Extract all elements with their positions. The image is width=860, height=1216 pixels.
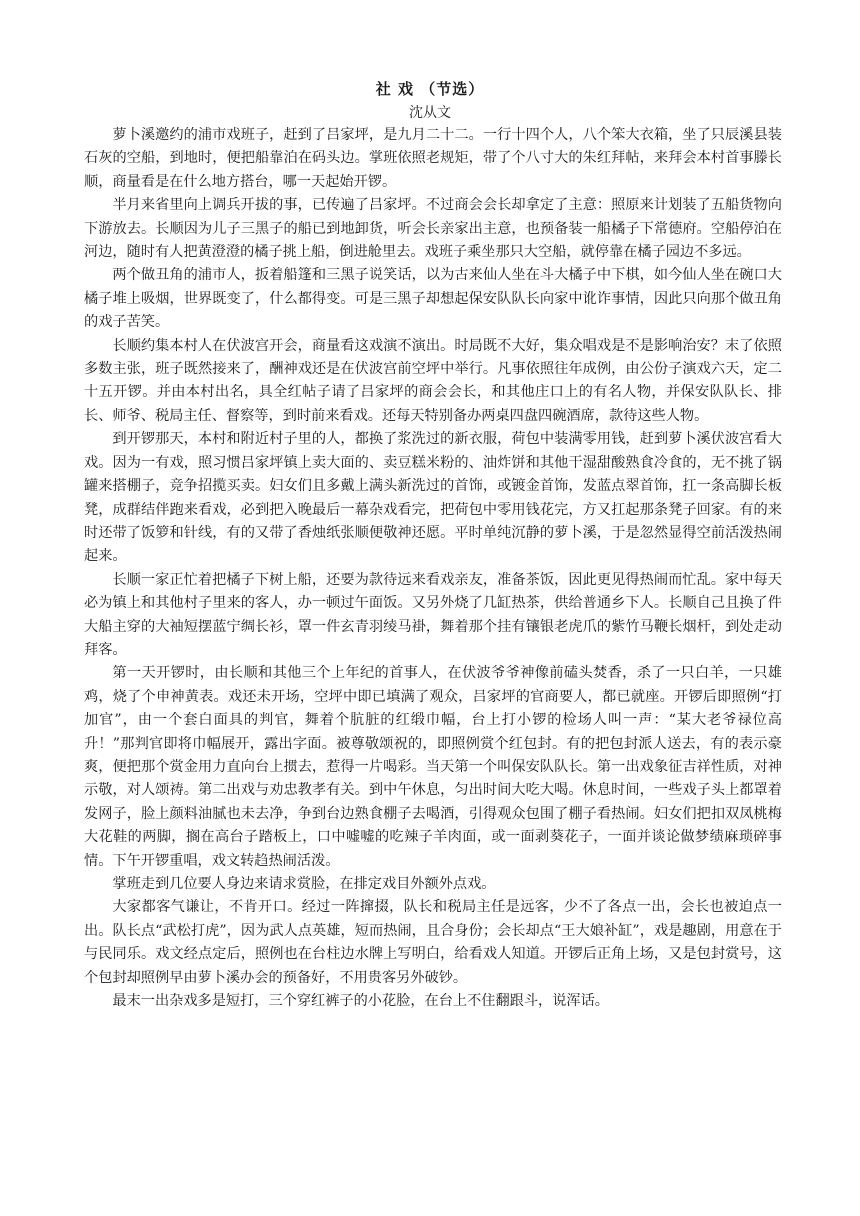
paragraph: 萝卜溪邀约的浦市戏班子，赶到了吕家坪，是九月二十二。一行十四个人，八个笨大衣箱，坐了只辰溪县装石灰的空船，到地时，便把船靠泊在码头边。掌班依照老规矩，带了个八寸大的朱红拜帖，来拜会本村首事滕长顺，商量看是在什么地方搭台，哪一天起始开锣。 <box>84 127 782 190</box>
document-title: 社 戏 （节选） <box>375 80 485 98</box>
paragraph: 掌班走到几位要人身边来请求赏脸，在排定戏目外额外点戏。 <box>112 876 496 892</box>
paragraph: 最末一出杂戏多是短打，三个穿红裤子的小花脸，在台上不住翻跟斗，说浑话。 <box>112 993 609 1010</box>
paragraph: 半月来省里向上调兵开拔的事，已传遍了吕家坪。不过商会会长却拿定了主意：照原来计划装了五船货物向下游放去。长顺因为儿子三黑子的船已到地卸货，听会长亲家出主意，也预备装一船橘子下常德府。空船停泊在河边，随时有人把黄澄澄的橘子挑上船，倒进舱里去。戏班子乘坐那只大空船，就停靠在橘子园边不多远。 <box>84 197 782 261</box>
paragraph: 两个做丑角的浦市人，扳着船篷和三黑子说笑话，以为古来仙人坐在斗大橘子中下棋，如今仙人坐在碗口大橘子堆上吸烟，世界既变了，什么都得变。可是三黑子却想起保安队队长向家中讹诈事情，因此只向那个做丑角的戏子苦笑。 <box>84 267 782 331</box>
paragraph: 大家都客气谦让，不肯开口。经过一阵撺掇，队长和税局主任是远客，少不了各点一出，会长也被迫点一出。队长点“武松打虎”，因为武人点英雄，短而热闹，且合身份；会长却点“王大娘补缸”，戏是趣剧，用意在于与民同乐。戏文经点定后，照例也在台柱边水牌上写明白，给看戏人知道。开锣后正角上场，又是包封赏号，这个包封却照例早由萝卜溪办会的预备好，不用贵客另外破钞。 <box>84 899 782 986</box>
paragraph: 长顺一家正忙着把橘子下树上船，还要为款待远来看戏亲友，准备茶饭，因此更见得热闹而忙乱。家中每天必为镇上和其他村子里来的客人，办一顿过午面饭。又另外烧了几缸热茶，供给普通乡下人。长顺自己且换了件大船主穿的大袖短摆蓝宁绸长衫，罩一件玄青羽绫马褂，舞着那个挂有镶银老虎爪的紫竹马鞭长烟杆，到处走动拜客。 <box>84 571 782 658</box>
paragraph: 长顺约集本村人在伏波宫开会，商量看这戏演不演出。时局既不大好，集众唱戏是不是影响治安？末了依照多数主张，班子既然接来了，酬神戏还是在伏波宫前空坪中举行。凡事依照往年成例，由公份子演戏六天，定二十五开锣。并由本村出名，具全红帖子请了吕家坪的商会会长，和其他庄口上的有名人物，并保安队队长、排长、师爷、税局主任、督察等，到时前来看戏。还每天特别备办两桌四盘四碗酒席，款待这些人物。 <box>84 337 782 424</box>
document-author: 沈从文 <box>409 105 451 121</box>
document-body <box>84 124 782 1013</box>
paragraph: 第一天开锣时，由长顺和其他三个上年纪的首事人，在伏波爷爷神像前磕头焚香，杀了一只白羊，一只雄鸡，烧了个申神黄表。戏还未开场，空坪中即已填满了观众，吕家坪的官商要人，都已就座。开锣后即照例“打加官”，由一个套白面具的判官，舞着个肮脏的红缎巾幅，台上打小锣的检场人叫一声：“某大老爷禄位高升！”那判官即将巾幅展开，露出字面。被尊敬颂祝的，即照例赏个红包封。有的把包封派人送去，有的表示豪爽，便把那个赏金用力直向台上掼去，惹得一片喝彩。当天第一个叫保安队队长。第一出戏象征吉祥性质，对神示敬，对人颂祷。第二出戏与劝忠教孝有关。到中午休息，匀出时间大吃大喝。休息时间，一些戏子头上都罩着发网子，脸上颜料油腻也未去净，争到台边熟食棚子去喝酒，引得观众包围了棚子看热闹。妇女们把扣双凤桃梅大花鞋的两脚，搁在高台子踏板上，口中嘘嘘的吃辣子羊肉面，或一面剥葵花子，一面并谈论做梦绩麻琐碎事情。下午开锣重唱，戏文转趋热闹活泼。 <box>84 665 782 869</box>
paragraph: 到开锣那天，本村和附近村子里的人，都换了浆洗过的新衣服，荷包中装满零用钱，赶到萝卜溪伏波宫看大戏。因为一有戏，照习惯吕家坪镇上卖大面的、卖豆糕米粉的、油炸饼和其他干湿甜酸熟食冷食的，无不挑了锅罐来搭棚子，竞争招揽买卖。妇女们且多戴上满头新洗过的首饰，或镀金首饰，发蓝点翠首饰，扛一条高脚长板凳，成群结伴跑来看戏，必到把入晚最后一幕杂戏看完，把荷包中零用钱花完，方又扛起那条凳子回家。有的来时还带了饭箩和针线，有的又带了香烛纸张顺便敬神还愿。平时单纯沉静的萝卜溪，于是忽然显得空前活泼热闹起来。 <box>84 431 782 565</box>
